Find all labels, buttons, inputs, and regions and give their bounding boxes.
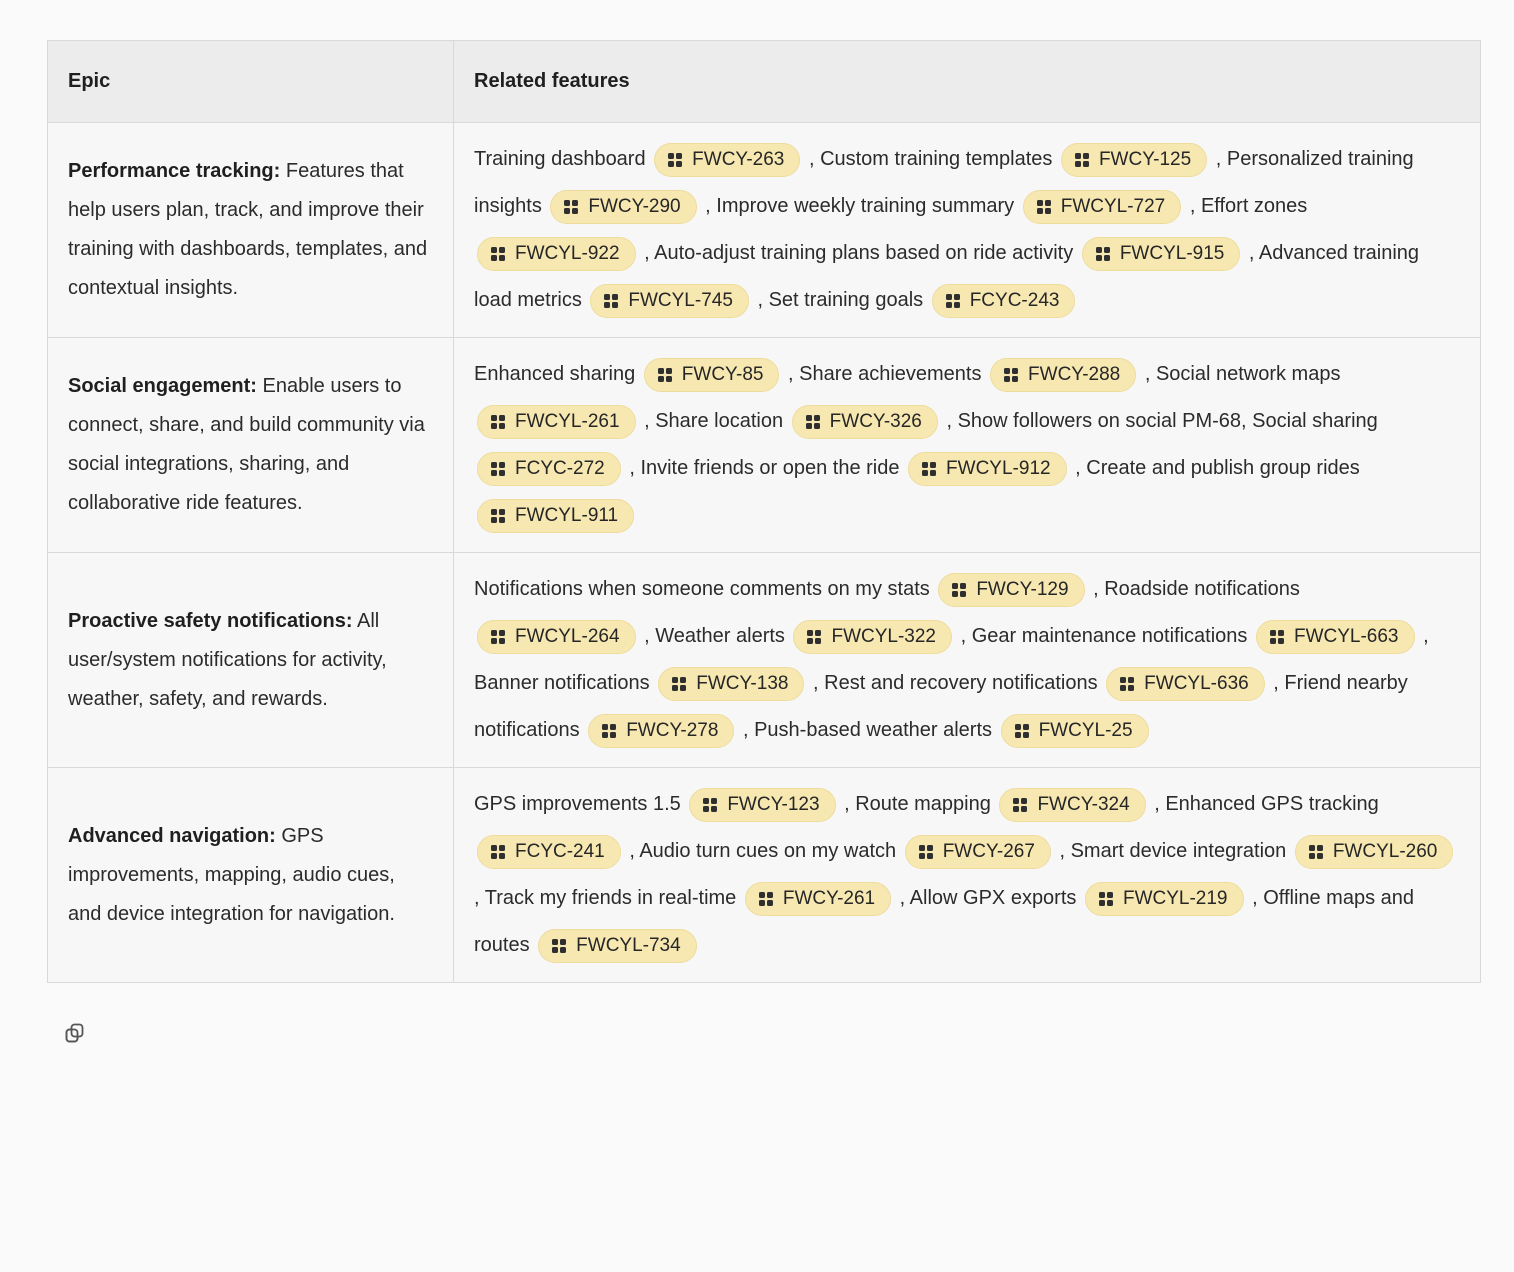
feature-tag-label: FWCYL-636 bbox=[1144, 672, 1249, 694]
feature-tag-label: FWCY-85 bbox=[681, 363, 764, 385]
epic-description: Features that help users plan, track, and improve their training with dashboards, templates, and contextual insights. bbox=[68, 160, 428, 299]
grid-icon bbox=[1269, 629, 1285, 645]
feature-text: GPS improvements 1.5 bbox=[474, 793, 681, 815]
grid-icon bbox=[490, 629, 506, 645]
feature-text: Invite friends or open the ride bbox=[640, 457, 900, 479]
grid-icon bbox=[758, 891, 774, 907]
epic-description: Enable users to connect, share, and build community via social integrations, sharing, and collaborative ride features. bbox=[68, 375, 425, 514]
feature-text: Enhanced GPS tracking bbox=[1165, 793, 1379, 815]
grid-icon bbox=[1095, 246, 1111, 262]
feature-tag-label: FWCYL-915 bbox=[1119, 242, 1225, 264]
feature-text: Track my friends in real-time bbox=[484, 887, 737, 909]
feature-tag-label: FWCY-123 bbox=[727, 793, 820, 815]
epic-title: Advanced navigation: bbox=[68, 824, 276, 847]
feature-text: Social network maps bbox=[1155, 363, 1341, 385]
feature-tag-label: FWCYL-734 bbox=[576, 934, 681, 956]
feature-tag-label: FWCYL-727 bbox=[1060, 195, 1166, 217]
grid-icon bbox=[1308, 844, 1324, 860]
feature-tag-badge[interactable] bbox=[999, 788, 1145, 822]
table-row bbox=[48, 553, 1481, 768]
feature-tag-label: FWCYL-663 bbox=[1293, 625, 1399, 647]
feature-text: Social sharing bbox=[1252, 410, 1378, 432]
feature-text: Friend nearby notifications bbox=[474, 672, 1408, 741]
feature-tag-label: FWCYL-912 bbox=[946, 457, 1051, 479]
feature-tag-label: FWCYL-25 bbox=[1038, 719, 1133, 741]
table-row bbox=[48, 768, 1481, 983]
feature-text: Allow GPX exports bbox=[909, 887, 1077, 909]
table-row bbox=[48, 338, 1481, 553]
grid-icon bbox=[490, 508, 506, 524]
epic-cell bbox=[48, 553, 454, 768]
feature-tag-badge[interactable] bbox=[1082, 237, 1241, 271]
grid-icon bbox=[702, 797, 718, 813]
grid-icon bbox=[805, 414, 821, 430]
feature-tag-badge[interactable] bbox=[654, 143, 800, 177]
feature-tag-label: FWCY-263 bbox=[692, 148, 785, 170]
epic-description: All user/system notifications for activity, weather, safety, and rewards. bbox=[68, 609, 387, 710]
feature-tag-badge[interactable] bbox=[908, 452, 1067, 486]
table-footer bbox=[47, 1019, 1481, 1051]
grid-icon bbox=[490, 844, 506, 860]
feature-tag-badge[interactable] bbox=[792, 405, 938, 439]
feature-tag-badge[interactable] bbox=[990, 358, 1136, 392]
feature-tag-badge[interactable] bbox=[938, 573, 1084, 607]
grid-icon bbox=[1014, 723, 1030, 739]
feature-text: Show followers on social PM-68 bbox=[957, 410, 1242, 432]
table-header-row bbox=[48, 41, 1481, 123]
epic-features-table bbox=[47, 40, 1481, 983]
feature-tag-badge[interactable] bbox=[477, 499, 634, 533]
grid-icon bbox=[490, 461, 506, 477]
grid-icon bbox=[806, 629, 822, 645]
feature-tag-label: FWCYL-922 bbox=[515, 242, 620, 264]
feature-tag-label: FWCY-261 bbox=[782, 887, 876, 909]
feature-tag-badge[interactable] bbox=[1061, 143, 1207, 177]
feature-text: Improve weekly training summary bbox=[716, 195, 1015, 217]
feature-tag-badge[interactable] bbox=[1295, 835, 1454, 869]
feature-text: Route mapping bbox=[855, 793, 991, 815]
feature-text: Effort zones bbox=[1200, 195, 1308, 217]
feature-text: Custom training templates bbox=[820, 148, 1053, 170]
feature-tag-badge[interactable] bbox=[588, 714, 734, 748]
feature-text: Training dashboard bbox=[474, 148, 646, 170]
related-features-cell: Enhanced sharing FWCY-85 , Share achievements FWCY-288 , Social network maps FWCYL-261 , Share location FWCY-326 , Show followers on social PM-68, Social sharing FCYC-272 , Invite friends or open the ride FWCYL-912 , Create and publish group rides FWCYL-911 bbox=[454, 338, 1481, 553]
feature-text: Enhanced sharing bbox=[474, 363, 636, 385]
feature-text: Share location bbox=[655, 410, 784, 432]
grid-icon bbox=[551, 938, 567, 954]
copy-icon bbox=[62, 1020, 88, 1049]
feature-tag-label: FWCY-129 bbox=[976, 578, 1069, 600]
feature-tag-badge[interactable] bbox=[689, 788, 835, 822]
table-row bbox=[48, 123, 1481, 338]
grid-icon bbox=[1098, 891, 1114, 907]
feature-text: Gear maintenance notifications bbox=[971, 625, 1248, 647]
feature-tag-badge[interactable] bbox=[658, 667, 804, 701]
feature-tag-label: FWCYL-261 bbox=[515, 410, 620, 432]
feature-tag-label: FWCY-125 bbox=[1098, 148, 1192, 170]
epic-cell bbox=[48, 768, 454, 983]
grid-icon bbox=[603, 293, 619, 309]
related-features-cell: Notifications when someone comments on my stats FWCY-129 , Roadside notifications FWCYL-264 , Weather alerts FWCYL-322 , Gear maintenance notifications FWCYL-663 , Banner notifications FWCY-138 , Rest and recovery notifications FWCYL-636 , Friend nearby notifications FWCY-278 , Push-based weather alerts FWCYL-25 bbox=[454, 553, 1481, 768]
feature-text: Advanced training load metrics bbox=[474, 242, 1420, 311]
feature-tag-badge[interactable] bbox=[644, 358, 780, 392]
feature-text: Offline maps and routes bbox=[474, 887, 1415, 956]
grid-icon bbox=[1074, 152, 1090, 168]
feature-text: Banner notifications bbox=[474, 672, 650, 694]
feature-tag-label: FWCY-326 bbox=[829, 410, 922, 432]
feature-tag-badge[interactable] bbox=[550, 190, 696, 224]
feature-tag-badge[interactable] bbox=[477, 620, 636, 654]
feature-tag-label: FCYC-272 bbox=[515, 457, 605, 479]
feature-tag-label: FWCY-267 bbox=[942, 840, 1035, 862]
feature-tag-label: FCYC-243 bbox=[969, 289, 1060, 311]
feature-text: Rest and recovery notifications bbox=[824, 672, 1098, 694]
feature-text: Share achievements bbox=[799, 363, 982, 385]
feature-text: Smart device integration bbox=[1070, 840, 1287, 862]
feature-text: Weather alerts bbox=[655, 625, 785, 647]
feature-tag-label: FCYC-241 bbox=[515, 840, 605, 862]
feature-text: Set training goals bbox=[768, 289, 924, 311]
feature-tag-label: FWCY-288 bbox=[1028, 363, 1121, 385]
feature-tag-label: FWCY-324 bbox=[1037, 793, 1130, 815]
feature-text: Audio turn cues on my watch bbox=[639, 840, 897, 862]
related-features-cell: GPS improvements 1.5 FWCY-123 , Route mapping FWCY-324 , Enhanced GPS tracking FCYC-241 , Audio turn cues on my watch FWCY-267 , Smart device integration FWCYL-260 , Track my friends in real-time FWCY-261 , Allow GPX exports FWCYL-219 , Offline maps and routes FWCYL-734 bbox=[454, 768, 1481, 983]
feature-tag-badge[interactable] bbox=[1001, 714, 1149, 748]
grid-icon bbox=[657, 367, 673, 383]
feature-tag-label: FWCYL-260 bbox=[1332, 840, 1438, 862]
feature-text: Notifications when someone comments on my stats bbox=[474, 578, 930, 600]
feature-tag-label: FWCY-138 bbox=[696, 672, 789, 694]
feature-tag-badge[interactable] bbox=[538, 929, 697, 963]
grid-icon bbox=[1012, 797, 1028, 813]
feature-tag-label: FWCYL-322 bbox=[831, 625, 936, 647]
feature-tag-badge[interactable] bbox=[477, 452, 621, 486]
feature-text: Push-based weather alerts bbox=[754, 719, 993, 741]
grid-icon bbox=[490, 414, 506, 430]
feature-text: Auto-adjust training plans based on ride activity bbox=[654, 242, 1074, 264]
grid-icon bbox=[945, 293, 961, 309]
feature-tag-badge[interactable] bbox=[590, 284, 749, 318]
feature-tag-badge[interactable] bbox=[932, 284, 1076, 318]
grid-icon bbox=[951, 582, 967, 598]
epic-description: GPS improvements, mapping, audio cues, and device integration for navigation. bbox=[68, 824, 395, 925]
grid-icon bbox=[1036, 199, 1052, 215]
grid-icon bbox=[921, 461, 937, 477]
feature-tag-badge[interactable] bbox=[1106, 667, 1265, 701]
feature-tag-label: FWCY-278 bbox=[626, 719, 719, 741]
grid-icon bbox=[601, 723, 617, 739]
feature-tag-badge[interactable] bbox=[1085, 882, 1244, 916]
grid-icon bbox=[563, 199, 579, 215]
feature-tag-badge[interactable] bbox=[477, 835, 621, 869]
feature-tag-badge[interactable] bbox=[1023, 190, 1182, 224]
grid-icon bbox=[1119, 676, 1135, 692]
feature-tag-badge[interactable] bbox=[745, 882, 891, 916]
grid-icon bbox=[671, 676, 687, 692]
epic-cell bbox=[48, 123, 454, 338]
grid-icon bbox=[1003, 367, 1019, 383]
column-header-related-features: Related features bbox=[454, 41, 1481, 123]
related-features-cell: Training dashboard FWCY-263 , Custom training templates FWCY-125 , Personalized training insights FWCY-290 , Improve weekly training summary FWCYL-727 , Effort zones FWCYL-922 , Auto-adjust training plans based on ride activity FWCYL-915 , Advanced training load metrics FWCYL-745 , Set training goals FCYC-243 bbox=[454, 123, 1481, 338]
feature-tag-label: FWCY-290 bbox=[588, 195, 681, 217]
feature-tag-label: FWCYL-264 bbox=[515, 625, 620, 647]
feature-tag-badge[interactable] bbox=[477, 237, 636, 271]
grid-icon bbox=[918, 844, 934, 860]
grid-icon bbox=[490, 246, 506, 262]
epic-title: Proactive safety notifications: bbox=[68, 609, 353, 632]
feature-tag-label: FWCYL-219 bbox=[1122, 887, 1228, 909]
feature-tag-badge[interactable] bbox=[793, 620, 952, 654]
grid-icon bbox=[667, 152, 683, 168]
feature-tag-label: FWCYL-911 bbox=[515, 504, 619, 526]
feature-tag-badge[interactable] bbox=[477, 405, 636, 439]
feature-text: Create and publish group rides bbox=[1086, 457, 1360, 479]
feature-text: Personalized training insights bbox=[474, 148, 1414, 217]
column-header-epic: Epic bbox=[48, 41, 454, 123]
feature-tag-badge[interactable] bbox=[1256, 620, 1415, 654]
feature-tag-label: FWCYL-745 bbox=[628, 289, 733, 311]
feature-tag-badge[interactable] bbox=[905, 835, 1051, 869]
copy-button[interactable] bbox=[60, 1019, 90, 1049]
epic-cell bbox=[48, 338, 454, 553]
feature-text: Roadside notifications bbox=[1104, 578, 1300, 600]
epic-title: Performance tracking: bbox=[68, 160, 281, 182]
epic-title: Social engagement: bbox=[68, 375, 257, 397]
